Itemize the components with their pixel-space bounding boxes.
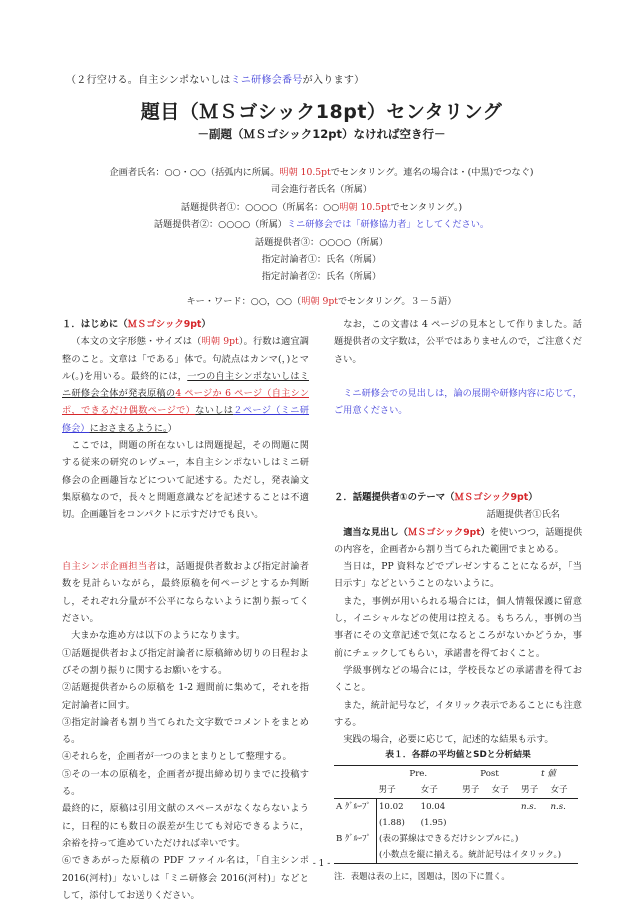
- organizer-line: 企画者氏名：○○・○○（括弧内に所属。明朝 10.5ptでセンタリング。連名の場合は・(中黒)でつなぐ): [109, 167, 534, 178]
- schedule-paragraph: 最終的に，原稿は引用文献のスペースがなくならないように，日程的にも数日の誤差が生じても対応できるように，余裕を持って進めていただければ幸いです。: [62, 803, 309, 849]
- procedure-intro: 大まかな進め方は以下のようになります。: [71, 630, 246, 642]
- procedure-step-5: ⑤その一本の原稿を，企画者が提出締め切りまでに投稿する。: [62, 768, 309, 798]
- header-t-value: t 値: [541, 769, 556, 780]
- table-footnote: 注．表題は表の上に，図題は，図の下に置く。: [334, 871, 510, 882]
- procedure-step-6: ⑥できあがった原稿の PDF ファイル名は，「自主シンポ 2016(河村)」ないしは「ミニ研修会 2016(河村)」などとして，添付してお送りください。: [62, 855, 309, 901]
- page-number: - 1 -: [312, 859, 331, 869]
- subheader-cell: 男子: [462, 785, 480, 796]
- subheader-cell: 女子: [550, 785, 568, 796]
- consent-paragraph: 学級事例などの場合には，学校長などの承諾書を得ておくこと。: [334, 664, 582, 694]
- right-column: [334, 316, 582, 886]
- background-paragraph: ここでは，問題の所在ないしは問題提起，その問題に関する従来の研究のレヴュー，本自主シンポないしはミニ研修会の企画趣旨などについて記述する。ただし，発表論文集原稿なので，長々と問題意識などを記述することは不適切。企画趣旨をコンパクトに示すだけでも良い。: [62, 440, 309, 521]
- presenter1-line: 話題提供者①：○○○○（所属名：○○明朝 10.5ptでセンタリング。): [180, 201, 463, 213]
- procedure-step-1: ①話題提供者および指定討論者に原稿締め切りの日程およびその割り振りに関するお願いをする。: [62, 647, 309, 676]
- header-pre: Pre.: [409, 769, 428, 780]
- results-table: [334, 765, 578, 864]
- top-note-highlight: ミニ研修会番号: [230, 75, 303, 86]
- left-column: [62, 316, 309, 904]
- page-subtitle: －副題（ＭＳゴシック12pt）なければ空き行－: [197, 127, 446, 141]
- section-heading-2: ２．話題提供者①のテーマ（ＭＳゴシック9pt）: [334, 491, 538, 503]
- row-label-b: B ｸﾞﾙｰﾌﾟ: [334, 831, 376, 847]
- table-row: [334, 815, 578, 831]
- table-cell: 10.02: [378, 802, 404, 813]
- presenter2-line: 話題提供者②：○○○○（所属）ミニ研修会では「研修協力者」としてください。: [153, 219, 490, 231]
- intro-paragraph: （本文の文字形態・サイズは（明朝 9pt）。行数は適宜調整のこと。文章は「である」体で。句読点はカンマ(，)とマル(。)を用いる。最終的には，一つの自主シンポないしはミニ研修会全体が発表原稿の4 ページか 6 ページ（自主シンポ，できるだけ偶数ページで）ないしは２ページ（ミニ研修会）におさまるように。）: [62, 336, 310, 434]
- table-cell: 10.04: [420, 802, 446, 813]
- presenter-name: 話題提供者①氏名: [486, 509, 560, 521]
- procedure-step-4: ④それらを，企画者が一つのまとまりとして整理する。: [62, 751, 292, 763]
- discussant1-line: 指定討論者①：氏名（所属）: [261, 254, 382, 266]
- subheader-cell: 女子: [420, 785, 438, 796]
- organizer-paragraph: 自主シンポ企画担当者は，話題提供者数および指定討論者数を見計らいながら，最終原稿を何ページとするか判断し，それぞれ分量が不公平にならないように割り振ってください。: [62, 561, 309, 625]
- header-post: Post: [480, 769, 499, 780]
- top-note: [66, 71, 364, 86]
- discussant2-line: 指定討論者②：氏名（所属）: [261, 271, 382, 283]
- table-cell: n.s.: [521, 802, 537, 813]
- table-cell: (1.95): [420, 818, 447, 829]
- top-note-text: （２行空ける。自主シンポないしは: [66, 75, 231, 86]
- top-note-text-end: が入ります）: [302, 75, 365, 86]
- section-heading-1: １．はじめに（ＭＳゴシック9pt）: [62, 319, 211, 330]
- table-note-cell: (小数点を縦に揃える。統計記号はイタリック。): [378, 850, 562, 861]
- table-row: [334, 831, 578, 847]
- presenter3-line: 話題提供者③：○○○○（所属）: [254, 236, 389, 248]
- subheader-cell: 男子: [521, 785, 539, 796]
- presentation-paragraph: 当日は，PP 資料などでプレゼンすることになるが，「当日示す」などということのないように。: [334, 561, 582, 590]
- italic-note-paragraph: また，統計記号など，イタリック表示であることにも注意する。: [334, 699, 582, 728]
- moderator-line: 司会進行者氏名（所属）: [270, 184, 373, 196]
- subheader-cell: 女子: [491, 785, 509, 796]
- results-paragraph: 実践の場合，必要に応じて，記述的な結果も示す。: [343, 734, 554, 746]
- procedure-step-2: ②話題提供者からの原稿を 1-2 週間前に集めて，それを指定討論者に回す。: [62, 682, 309, 711]
- table-subheader-row: [334, 782, 578, 799]
- subheader-cell: 男子: [378, 785, 396, 796]
- sample-note-paragraph: なお，この文書は 4 ページの見本として作りました。話題提供者の文字数は，公平ではありませんので，ご注意ください。: [334, 319, 582, 365]
- row-label-a: A ｸﾞﾙｰﾌﾟ: [334, 799, 376, 816]
- procedure-step-3: ③指定討論者も割り当てられた文字数でコメントをまとめる。: [62, 716, 309, 746]
- table-cell: n.s.: [550, 802, 566, 813]
- table-header-row: [334, 766, 578, 783]
- mini-workshop-note: ミニ研修会での見出しは，論の展開や研修内容に応じて，ご用意ください。: [334, 388, 582, 417]
- author-block: [0, 164, 643, 286]
- table-row: [334, 799, 578, 816]
- subheading-paragraph: 適当な見出し（ＭＳゴシック9pt）を使いつつ，話題提供の内容を，企画者から割り当てられた範囲でまとめる。: [334, 526, 583, 555]
- privacy-paragraph: また，事例が用いられる場合には，個人情報保護に留意し，イニシャルなどの使用は控える。もちろん，事例の当事者にその文章記述で気になるところがないかどうか，事前にチェックしてもらい，承諾書を得ておくこと。: [334, 595, 582, 659]
- table-caption: 表１．各群の平均値とSDと分析結果: [385, 750, 531, 761]
- page-title: 題目（ＭＳゴシック18pt）センタリング: [140, 101, 503, 123]
- keywords-line: キー・ワード：○○，○○（明朝 9ptでセンタリング。３－５語）: [186, 296, 457, 307]
- table-note-cell: (表の罫線はできるだけシンプルに。): [378, 834, 519, 845]
- table-cell: (1.88): [378, 818, 405, 829]
